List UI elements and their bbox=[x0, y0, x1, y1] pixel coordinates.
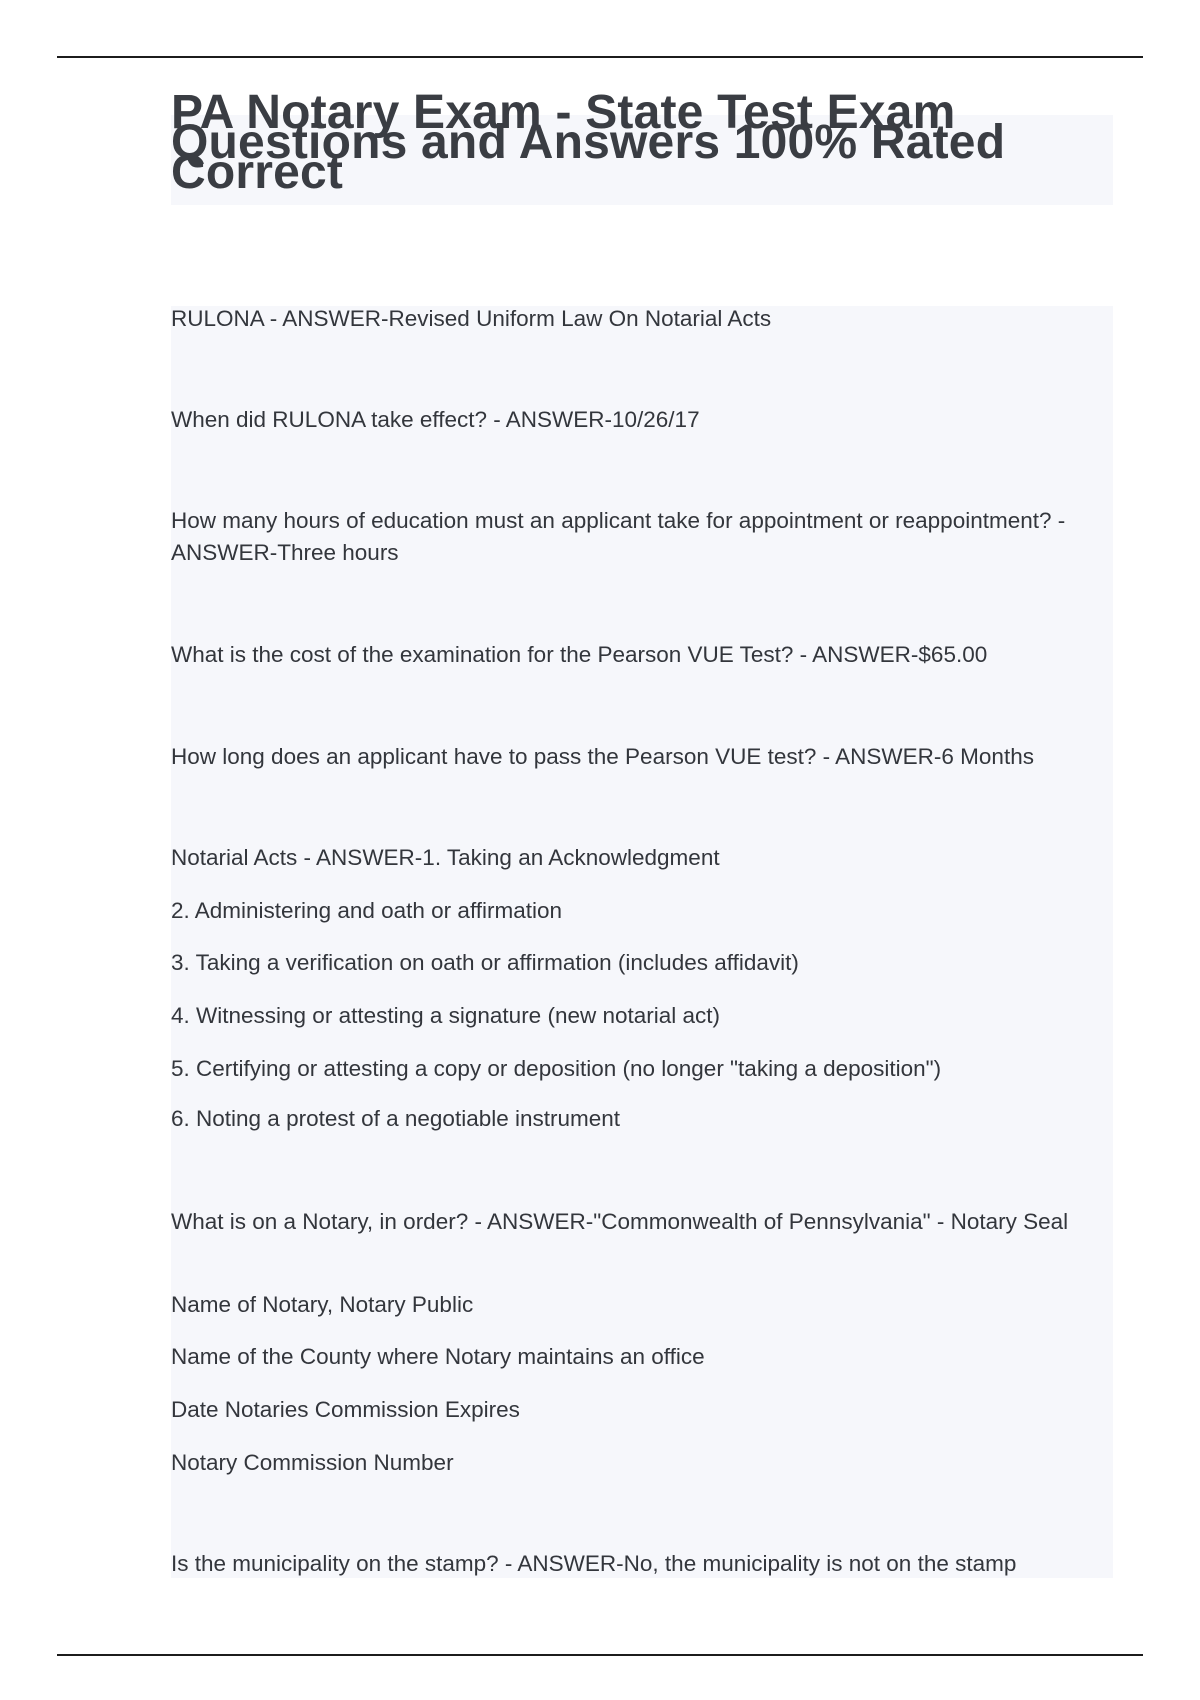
qa-rulona: RULONA - ANSWER-Revised Uniform Law On Notarial Acts bbox=[171, 306, 772, 331]
notarial-act-item: 2. Administering and oath or affirmation bbox=[171, 898, 563, 923]
qa-notarial-acts: Notarial Acts - ANSWER-1. Taking an Acknowledgment bbox=[171, 845, 720, 870]
header-rule bbox=[57, 56, 1143, 58]
qa-education-hours: How many hours of education must an applicant take for appointment or reappointment? - ANSWER-Three hours bbox=[171, 508, 1066, 565]
notarial-act-item: 3. Taking a verification on oath or affirmation (includes affidavit) bbox=[171, 950, 799, 975]
notarial-act-item: 6. Noting a protest of a negotiable instrument bbox=[171, 1106, 621, 1131]
seal-item: Name of the County where Notary maintains an office bbox=[171, 1344, 705, 1369]
seal-item: Date Notaries Commission Expires bbox=[171, 1397, 520, 1422]
seal-item: Name of Notary, Notary Public bbox=[171, 1292, 474, 1317]
qa-notary-seal-contents: What is on a Notary, in order? - ANSWER-"Commonwealth of Pennsylvania" - Notary Seal bbox=[171, 1209, 1069, 1234]
qa-municipality-on-stamp: Is the municipality on the stamp? - ANSWER-No, the municipality is not on the stamp bbox=[171, 1551, 1017, 1576]
document-title: PA Notary Exam - State Test Exam Questions and Answers 100% Rated Correct bbox=[171, 86, 1006, 199]
seal-item: Notary Commission Number bbox=[171, 1450, 454, 1475]
qa-rulona-effective-date: When did RULONA take effect? - ANSWER-10/26/17 bbox=[171, 407, 700, 432]
qa-exam-cost: What is the cost of the examination for the Pearson VUE Test? - ANSWER-$65.00 bbox=[171, 642, 988, 667]
notarial-act-item: 5. Certifying or attesting a copy or deposition (no longer "taking a deposition") bbox=[171, 1056, 942, 1081]
content-highlight bbox=[171, 306, 1113, 1578]
footer-rule bbox=[57, 1654, 1143, 1656]
notarial-act-item: 4. Witnessing or attesting a signature (new notarial act) bbox=[171, 1003, 721, 1028]
qa-pass-deadline: How long does an applicant have to pass the Pearson VUE test? - ANSWER-6 Months bbox=[171, 744, 1034, 769]
